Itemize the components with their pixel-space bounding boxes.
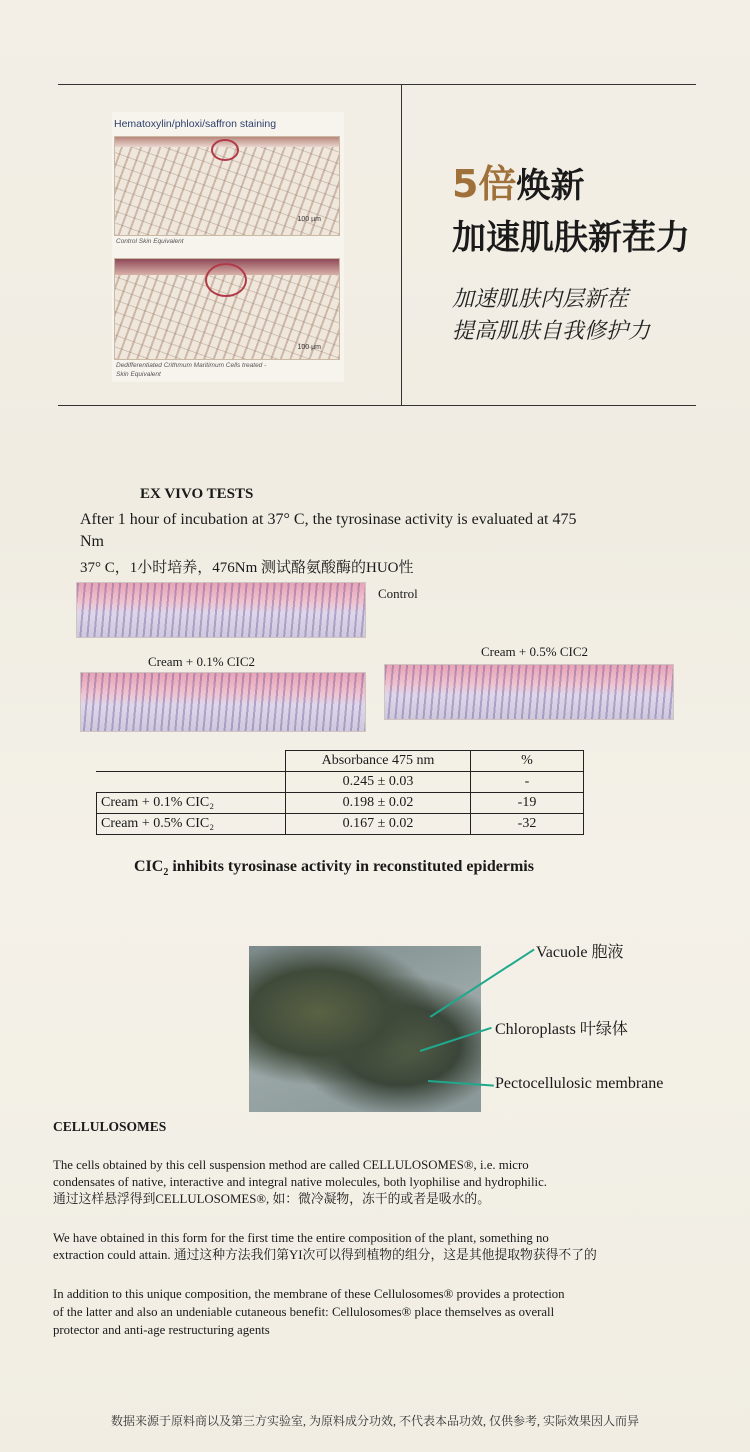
subheadline-1: 加速肌肤内层新茬	[452, 287, 629, 312]
table-row	[97, 814, 584, 835]
scale-label: 100 µm	[297, 344, 321, 351]
absorbance-table	[96, 750, 584, 835]
control-caption: Control Skin Equivalent	[116, 238, 184, 245]
highlight-circle	[205, 263, 247, 297]
table-cell: Cream + 0.5% CIC₂	[97, 814, 286, 835]
table-caption-a: CIC	[134, 858, 164, 875]
chloroplast-label: Chloroplasts 叶绿体	[495, 1021, 628, 1038]
para-3-line-3: protector and anti-age restructuring agents	[53, 1323, 270, 1337]
control-tissue-image	[114, 136, 340, 236]
staining-title: Hematoxylin/phloxi/saffron staining	[114, 118, 277, 130]
table-cell: 0.167 ± 0.02	[286, 814, 471, 835]
table-header-row	[97, 751, 584, 772]
para-2-line-2: extraction could attain. 通过这种方法我们第YI次可以得到植物的组分，这是其他提取物获得不了的	[53, 1248, 597, 1262]
subheadline-2: 提高肌肤自我修护力	[452, 319, 651, 344]
table-cell: 0.198 ± 0.02	[286, 793, 471, 814]
treated-caption-2: Skin Equivalent	[116, 371, 161, 378]
table-header-cell: %	[471, 751, 584, 772]
table-cell: -19	[471, 793, 584, 814]
para-2-line-1: We have obtained in this form for the first time the entire composition of the plant, something no	[53, 1231, 549, 1245]
table-caption-sub: 2	[163, 867, 169, 879]
treated-caption-1: Dedifferentiated Crithmum Maritimum Cells treated -	[116, 362, 267, 369]
bottom-border-line	[58, 405, 696, 406]
para-1-line-1: The cells obtained by this cell suspension method are called CELLULOSOMES®, i.e. micro	[53, 1158, 529, 1172]
table-header-cell: Absorbance 475 nm	[286, 751, 471, 772]
table-cell: -32	[471, 814, 584, 835]
table-header-cell	[97, 751, 286, 772]
treated-tissue-image	[114, 258, 340, 360]
headline-renew	[452, 153, 584, 208]
table-row	[97, 793, 584, 814]
table-cell: Cream + 0.1% CIC₂	[97, 793, 286, 814]
headline-main: 加速肌肤新茬力	[452, 218, 690, 258]
ex-vivo-line-3: 37° C，1小时培养，476Nm 测试酪氨酸酶的HUO性	[80, 560, 414, 576]
control-label: Control	[378, 586, 418, 601]
para-1-line-2: condensates of native, interactive and integral native molecules, both lyophilise and hydrophilic.	[53, 1175, 547, 1189]
para-3-line-1: In addition to this unique composition, the membrane of these Cellulosomes® provides a protection	[53, 1287, 565, 1301]
para-3-line-2: of the latter and also an undeniable cutaneous benefit: Cellulosomes® place themselves as overall	[53, 1305, 555, 1319]
headline-number: 5倍	[452, 162, 517, 206]
table-caption	[134, 858, 534, 878]
para-1-line-3: 通过这样悬浮得到CELLULOSOMES®, 如：微冷凝物，冻干的或者是吸水的。	[53, 1192, 490, 1206]
cellulosomes-title: CELLULOSOMES	[53, 1119, 167, 1134]
cream-05-label: Cream + 0.5% CIC2	[481, 644, 588, 659]
cream-01-strip-image	[80, 672, 366, 732]
table-cell	[97, 772, 286, 793]
table-row	[97, 772, 584, 793]
ex-vivo-title: EX VIVO TESTS	[140, 486, 254, 502]
cream-05-strip-image	[384, 664, 674, 720]
disclaimer-footer: 数据来源于原料商以及第三方实验室, 为原料成分功效, 不代表本品功效, 仅供参考, 实际效果因人而异	[110, 1414, 639, 1428]
membrane-label: Pectocellulosic membrane	[495, 1075, 664, 1092]
headline-rest: 焕新	[516, 166, 585, 206]
scale-label: 100 µm	[297, 216, 321, 223]
control-strip-image	[76, 582, 366, 638]
table-caption-b: inhibits tyrosinase activity in reconstituted epidermis	[168, 858, 534, 875]
highlight-circle	[211, 139, 239, 161]
cream-01-label: Cream + 0.1% CIC2	[148, 654, 255, 669]
table-cell: 0.245 ± 0.03	[286, 772, 471, 793]
vacuole-label: Vacuole 胞液	[536, 944, 624, 961]
ex-vivo-line-2: Nm	[80, 533, 104, 550]
top-border-line	[58, 84, 696, 85]
cellulosome-micrograph	[249, 946, 481, 1112]
table-cell: -	[471, 772, 584, 793]
divider-line	[401, 84, 402, 406]
ex-vivo-line-1: After 1 hour of incubation at 37° C, the tyrosinase activity is evaluated at 475	[80, 511, 577, 528]
